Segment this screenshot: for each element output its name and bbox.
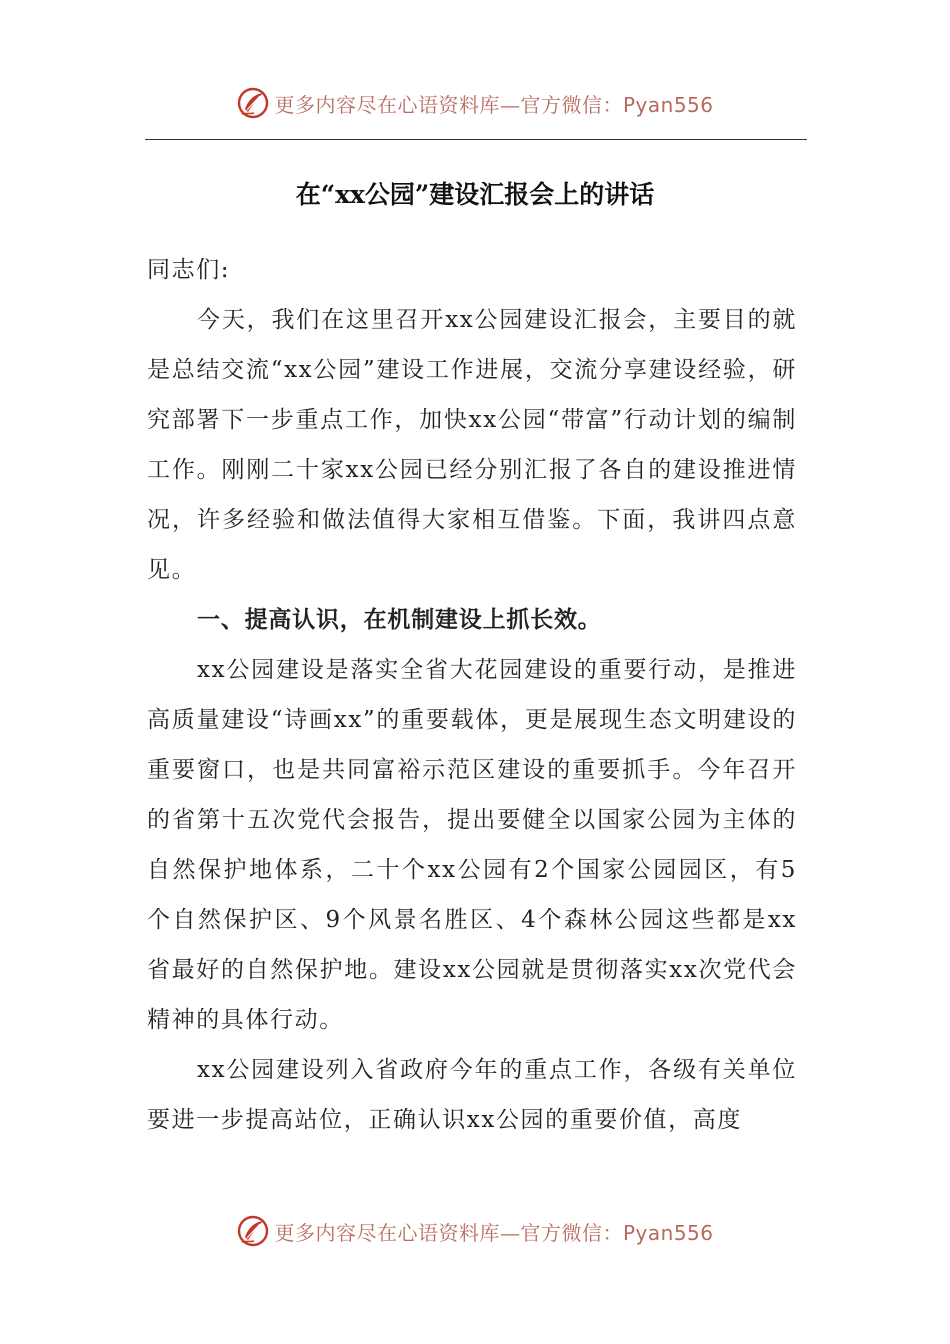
- paragraph: 今天，我们在这里召开xx公园建设汇报会，主要目的就是总结交流“xx公园”建设工作进展，交流分享建设经验，研究部署下一步重点工作，加快xx公园“带富”行动计划的编制工作。刚刚二十家xx公园已经分别汇报了各自的建设推进情况，许多经验和做法值得大家相互借鉴。下面，我讲四点意见。: [147, 307, 797, 583]
- footer-banner: [0, 1211, 950, 1251]
- section-heading: 一、提高认识，在机制建设上抓长效。: [197, 607, 602, 633]
- paragraph: xx公园建设是落实全省大花园建设的重要行动，是推进高质量建设“诗画xx”的重要载体，更是展现生态文明建设的重要窗口，也是共同富裕示范区建设的重要抓手。今年召开的省第十五次党代会报告，提出要健全以国家公园为主体的自然保护地体系，二十个xx公园有2个国家公园园区，有5个自然保护区、9个风景名胜区、4个森林公园这些都是xx省最好的自然保护地。建设xx公园就是贯彻落实xx次党代会精神的具体行动。: [147, 657, 797, 1033]
- footer-banner-text: 更多内容尽在心语资料库—官方微信：Pyan556: [274, 1220, 714, 1245]
- header-banner-text: 更多内容尽在心语资料库—官方微信：Pyan556: [274, 92, 714, 117]
- header-banner: [0, 83, 950, 123]
- document-body: [147, 245, 797, 1145]
- header-wechat-id: Pyan556: [622, 92, 714, 117]
- greeting: 同志们:: [147, 257, 231, 283]
- footer-wechat-id: Pyan556: [622, 1220, 714, 1245]
- paragraph: xx公园建设列入省政府今年的重点工作，各级有关单位要进一步提高站位，正确认识xx公园的重要价值，高度: [147, 1057, 797, 1133]
- document-title: 在“xx公园”建设汇报会上的讲话: [295, 180, 655, 209]
- quill-logo-icon: [236, 1214, 270, 1248]
- quill-logo-icon: [236, 86, 270, 120]
- header-divider: [145, 139, 807, 140]
